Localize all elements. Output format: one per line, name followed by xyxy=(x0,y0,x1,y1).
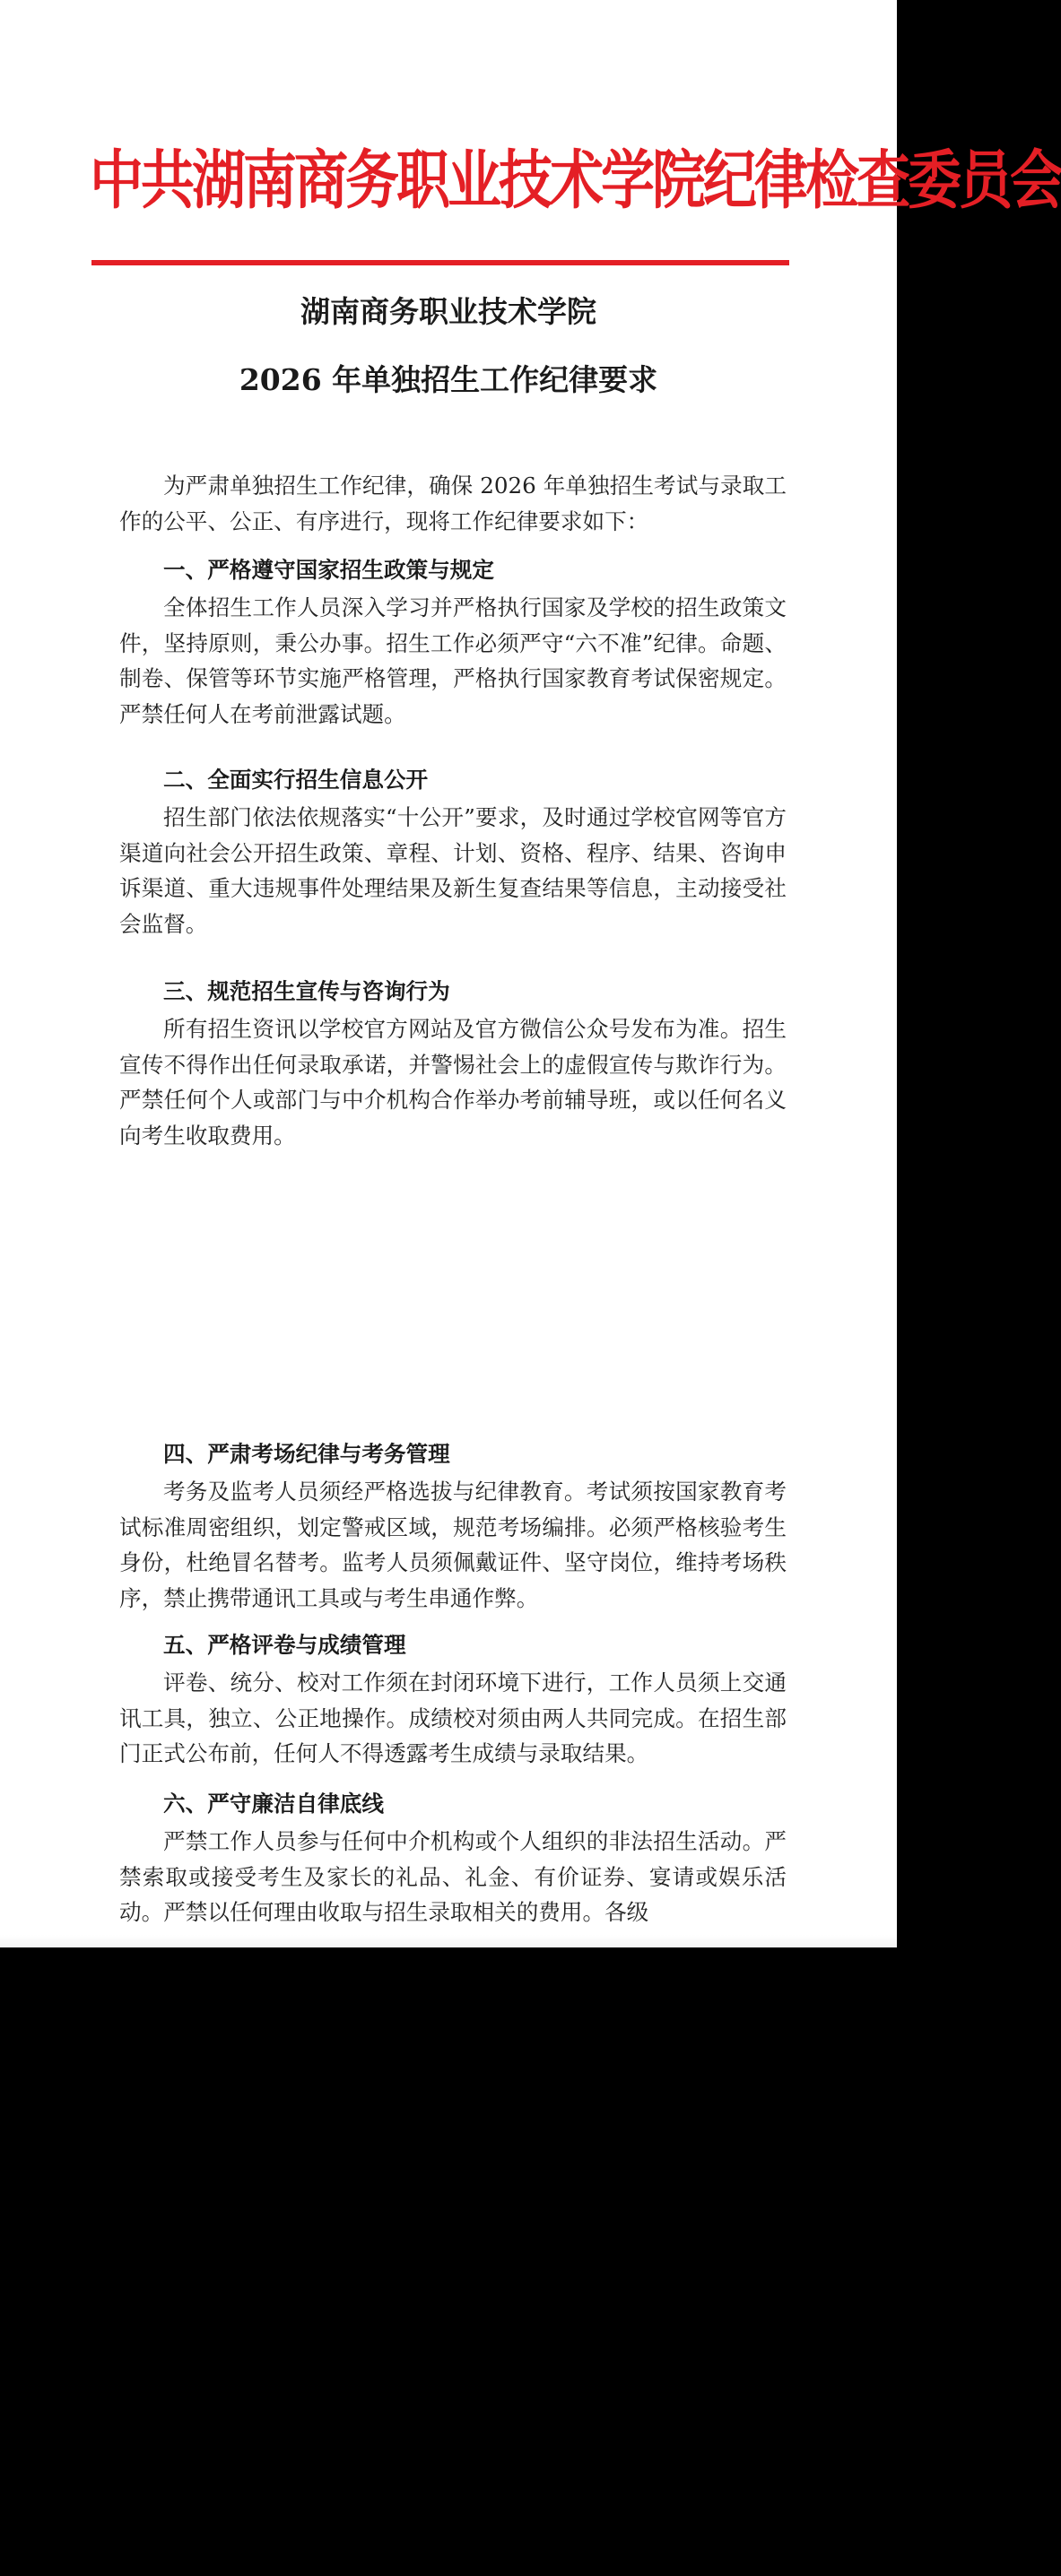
intro-paragraph: 为严肃单独招生工作纪律，确保 2026 年单独招生考试与录取工作的公平、公正、有序进行，现将工作纪律要求如下： xyxy=(119,473,787,534)
section-body-1: 全体招生工作人员深入学习并严格执行国家及学校的招生政策文件，坚持原则，秉公办事。招生工作必须严守“六不准”纪律。命题、制卷、保管等环节实施严格管理，严格执行国家教育考试保密规定。严禁任何人在考前泄露试题。 xyxy=(119,594,787,727)
section-body-3: 所有招生资讯以学校官方网站及官方微信公众号发布为准。招生宣传不得作出任何录取承诺，并警惕社会上的虚假宣传与欺诈行为。严禁任何个人或部门与中介机构合作举办考前辅导班，或以任何名义向考生收取费用。 xyxy=(119,1016,787,1149)
section-body-5: 评卷、统分、校对工作须在封闭环境下进行，工作人员须上交通讯工具，独立、公正地操作。成绩校对须由两人共同完成。在招生部门正式公布前，任何人不得透露考生成绩与录取结果。 xyxy=(119,1670,787,1766)
masthead-title: 中共湖南商务职业技术学院纪律检查委员会 xyxy=(90,143,1061,219)
section-heading-2: 二、全面实行招生信息公开 xyxy=(163,767,429,793)
red-divider-line xyxy=(91,260,789,265)
section-heading-3: 三、规范招生宣传与咨询行为 xyxy=(163,978,450,1004)
section-heading-1: 一、严格遵守国家招生政策与规定 xyxy=(163,557,494,583)
section-body-2: 招生部门依法依规落实“十公开”要求，及时通过学校官网等官方渠道向社会公开招生政策、章程、计划、资格、程序、结果、咨询申诉渠道、重大违规事件处理结果及新生复查结果等信息，主动接受社会监督。 xyxy=(119,804,787,937)
section-heading-5: 五、严格评卷与成绩管理 xyxy=(163,1632,406,1658)
blank-black-area xyxy=(0,1947,897,2576)
document-title-line1: 湖南商务职业技术学院 xyxy=(300,294,596,329)
section-body-6: 严禁工作人员参与任何中介机构或个人组织的非法招生活动。严禁索取或接受考生及家长的礼品、礼金、有价证券、宴请或娱乐活动。严禁以任何理由收取与招生录取相关的费用。各级 xyxy=(119,1828,787,1925)
section-heading-4: 四、严肃考场纪律与考务管理 xyxy=(163,1441,450,1467)
document-title-line2: 2026 年单独招生工作纪律要求 xyxy=(239,362,658,397)
page-cutoff-edge xyxy=(0,1935,897,1947)
section-heading-6: 六、严守廉洁自律底线 xyxy=(163,1791,384,1817)
section-body-4: 考务及监考人员须经严格选拔与纪律教育。考试须按国家教育考试标准周密组织，划定警戒区域，规范考场编排。必须严格核验考生身份，杜绝冒名替考。监考人员须佩戴证件、坚守岗位，维持考场秩序，禁止携带通讯工具或与考生串通作弊。 xyxy=(119,1479,787,1611)
